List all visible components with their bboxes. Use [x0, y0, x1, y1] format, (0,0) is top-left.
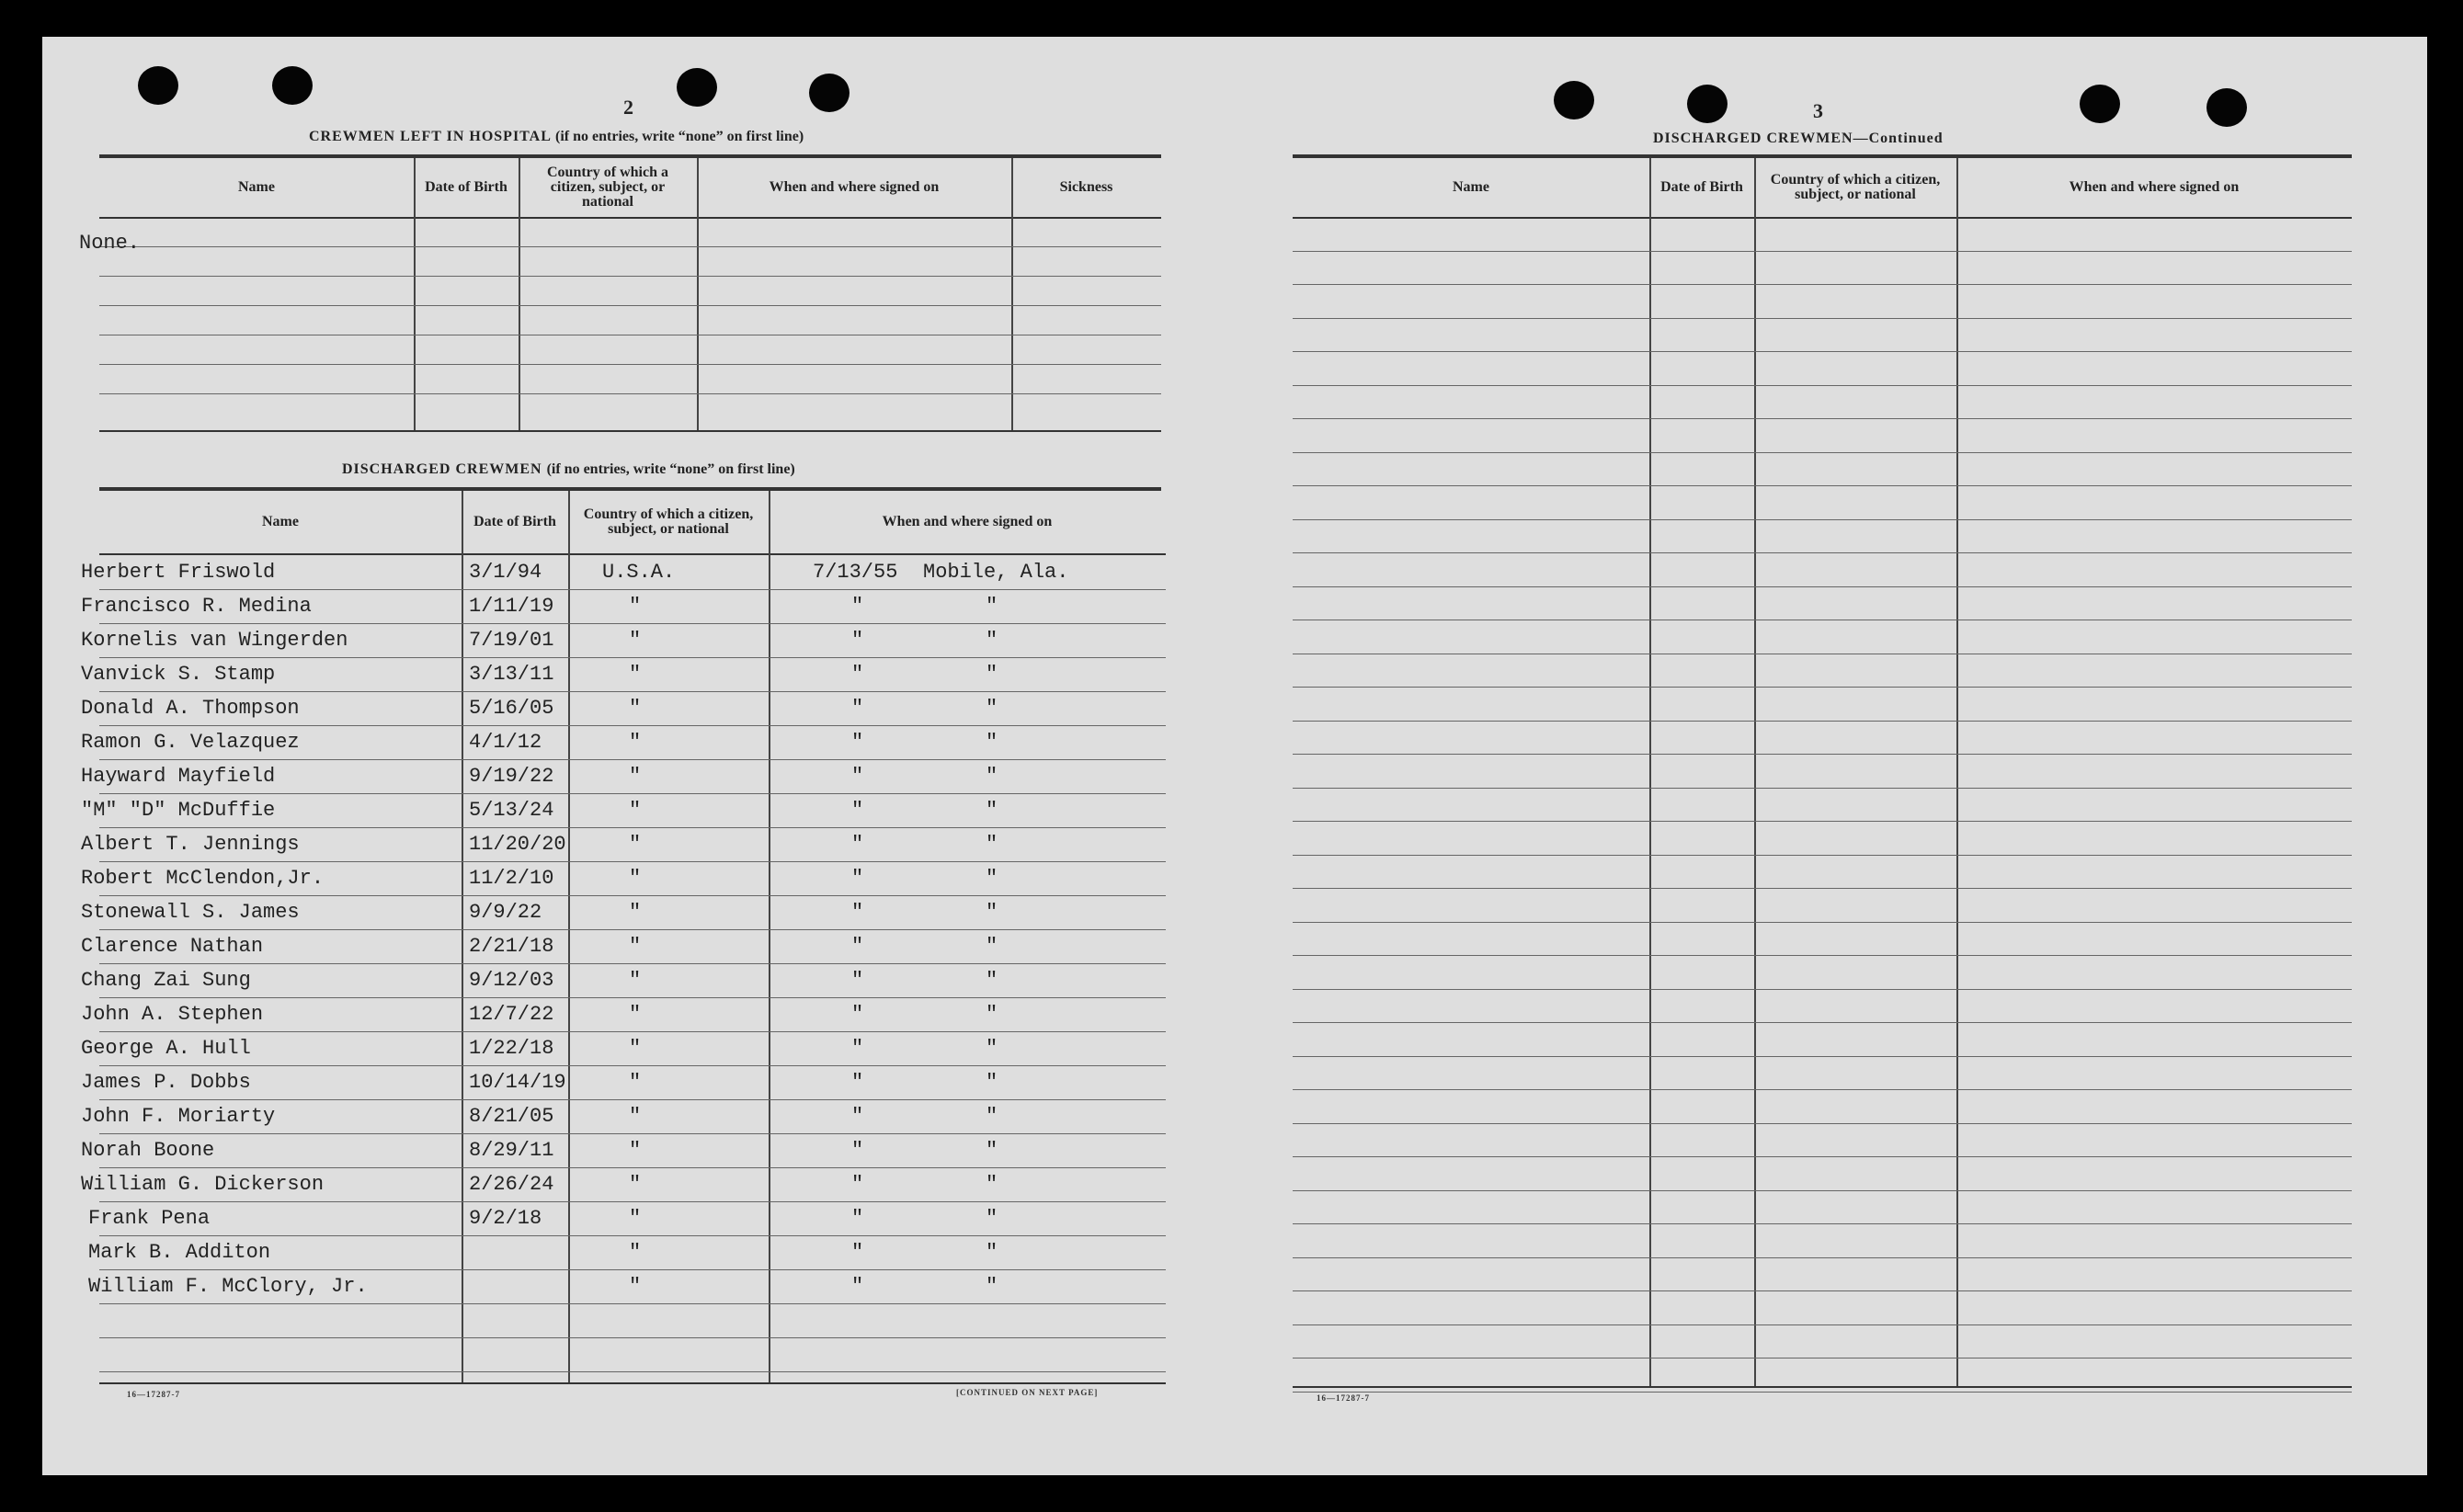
crewman-country: ": [629, 1037, 642, 1060]
crewman-date-signed: ": [851, 1173, 864, 1196]
column-divider: [1956, 158, 1958, 1386]
crewman-name: Frank Pena: [88, 1207, 211, 1230]
crewman-country: ": [629, 1241, 642, 1264]
crewman-country: ": [629, 935, 642, 958]
crewman-name: Kornelis van Wingerden: [81, 629, 348, 652]
crewman-place-signed: ": [986, 595, 998, 618]
punch-hole: [2080, 85, 2120, 123]
crewman-country: ": [629, 867, 642, 890]
crewman-place-signed: ": [986, 663, 998, 686]
document-sheet: [42, 37, 2427, 1475]
table-bottom-rule: [99, 1382, 1166, 1384]
row-line: [99, 1133, 1166, 1134]
row-line: [1293, 1290, 2352, 1291]
crewman-dob: 11/20/20: [469, 833, 566, 856]
crewman-dob: 1/22/18: [469, 1037, 554, 1060]
crewman-name: Mark B. Additon: [88, 1241, 271, 1264]
crewman-place-signed: ": [986, 901, 998, 924]
crewman-country: ": [629, 1105, 642, 1128]
crewman-name: Herbert Friswold: [81, 561, 276, 584]
crewman-dob: 1/11/19: [469, 595, 554, 618]
row-line: [1293, 955, 2352, 956]
crewman-country: ": [629, 731, 642, 754]
crewman-dob: 8/29/11: [469, 1139, 554, 1162]
crewman-place-signed: ": [986, 867, 998, 890]
row-line: [1293, 754, 2352, 755]
hospital-section-title: CREWMEN LEFT IN HOSPITAL (if no entries, write “none” on first line): [309, 129, 804, 144]
crewman-date-signed: ": [851, 731, 864, 754]
punch-hole: [809, 74, 850, 112]
row-line: [99, 305, 1161, 306]
row-line: [99, 1371, 1166, 1372]
row-line: [99, 1337, 1166, 1338]
form-number-right: 16—17287-7: [1317, 1393, 1370, 1403]
row-line: [99, 393, 1161, 394]
row-line: [1293, 1392, 2352, 1393]
crewman-country: ": [629, 1173, 642, 1196]
crewman-country: ": [629, 1207, 642, 1230]
column-header: Country of which a citizen, subject, or national: [1770, 172, 1941, 202]
crewman-date-signed: ": [851, 1003, 864, 1026]
crewman-date-signed: ": [851, 595, 864, 618]
row-line: [1293, 1257, 2352, 1258]
column-header: Date of Birth: [1660, 179, 1743, 195]
crewman-place-signed: ": [986, 935, 998, 958]
crewman-place-signed: Mobile, Ala.: [923, 561, 1069, 584]
crewman-date-signed: ": [851, 1105, 864, 1128]
row-line: [99, 759, 1166, 760]
row-line: [1293, 922, 2352, 923]
crewman-country: ": [629, 1275, 642, 1298]
crewman-place-signed: ": [986, 1003, 998, 1026]
row-line: [99, 1201, 1166, 1202]
row-line: [99, 657, 1166, 658]
row-line: [99, 364, 1161, 365]
crewman-name: Norah Boone: [81, 1139, 215, 1162]
row-line: [1293, 452, 2352, 453]
crewman-name: Albert T. Jennings: [81, 833, 300, 856]
row-line: [99, 1235, 1166, 1236]
row-line: [1293, 284, 2352, 285]
column-divider: [462, 491, 463, 1382]
column-divider: [568, 491, 570, 1382]
crewman-dob: 3/13/11: [469, 663, 554, 686]
crewman-date-signed: ": [851, 629, 864, 652]
crewman-country: U.S.A.: [602, 561, 676, 584]
column-header: When and where signed on: [2069, 179, 2240, 195]
row-line: [1293, 888, 2352, 889]
crewman-name: William F. McClory, Jr.: [88, 1275, 368, 1298]
row-line: [99, 1099, 1166, 1100]
crewman-dob: 4/1/12: [469, 731, 542, 754]
row-line: [1293, 586, 2352, 587]
crewman-dob: 9/2/18: [469, 1207, 542, 1230]
crewman-date-signed: ": [851, 663, 864, 686]
column-header: Sickness: [1059, 179, 1113, 195]
row-line: [99, 861, 1166, 862]
column-divider: [1754, 158, 1756, 1386]
header-rule: [1293, 217, 2352, 219]
row-line: [99, 827, 1166, 828]
crewman-country: ": [629, 1071, 642, 1094]
discharged-section-title: DISCHARGED CREWMEN (if no entries, write “none” on first line): [342, 461, 795, 477]
crewman-date-signed: ": [851, 765, 864, 788]
column-header: Name: [262, 514, 299, 529]
row-line: [99, 793, 1166, 794]
crewman-name: John A. Stephen: [81, 1003, 264, 1026]
row-line: [99, 691, 1166, 692]
row-line: [99, 895, 1166, 896]
crewman-country: ": [629, 595, 642, 618]
crewman-dob: 9/19/22: [469, 765, 554, 788]
column-header: Date of Birth: [425, 179, 507, 195]
header-rule: [99, 553, 1166, 555]
punch-hole: [677, 68, 717, 107]
crewman-country: ": [629, 765, 642, 788]
column-divider: [769, 491, 770, 1382]
row-line: [1293, 418, 2352, 419]
crewman-country: ": [629, 629, 642, 652]
row-line: [99, 246, 1161, 247]
crewman-place-signed: ": [986, 799, 998, 822]
crewman-place-signed: ": [986, 969, 998, 992]
column-header: Name: [238, 179, 275, 195]
table-bottom-rule: [1293, 1386, 2352, 1388]
row-line: [99, 1031, 1166, 1032]
punch-hole: [1554, 81, 1594, 119]
crewman-dob: 5/16/05: [469, 697, 554, 720]
crewman-dob: 7/19/01: [469, 629, 554, 652]
row-line: [99, 589, 1166, 590]
page-number-right: 3: [1813, 99, 1823, 122]
row-line: [1293, 1089, 2352, 1090]
row-line: [1293, 1156, 2352, 1157]
punch-hole: [272, 66, 313, 105]
crewman-dob: 9/9/22: [469, 901, 542, 924]
row-line: [99, 725, 1166, 726]
crewman-date-signed: ": [851, 901, 864, 924]
column-header: When and where signed on: [769, 179, 940, 195]
punch-hole: [2206, 88, 2247, 127]
crewman-date-signed: ": [851, 1207, 864, 1230]
crewman-name: James P. Dobbs: [81, 1071, 251, 1094]
crewman-dob: 11/2/10: [469, 867, 554, 890]
row-line: [99, 1303, 1166, 1304]
column-header: Country of which a citizen, subject, or national: [546, 165, 668, 210]
crewman-dob: 5/13/24: [469, 799, 554, 822]
row-line: [1293, 251, 2352, 252]
crewman-place-signed: ": [986, 1173, 998, 1196]
crewman-place-signed: ": [986, 833, 998, 856]
table-bottom-rule: [99, 430, 1161, 432]
row-line: [1293, 989, 2352, 990]
page-number-left: 2: [623, 96, 633, 119]
row-line: [1293, 1223, 2352, 1224]
row-line: [99, 623, 1166, 624]
crewman-place-signed: ": [986, 765, 998, 788]
crewman-place-signed: ": [986, 1139, 998, 1162]
row-line: [1293, 485, 2352, 486]
crewman-date-signed: ": [851, 833, 864, 856]
row-line: [1293, 1358, 2352, 1359]
continued-section-title: DISCHARGED CREWMEN—Continued: [1653, 131, 1944, 146]
crewman-name: Hayward Mayfield: [81, 765, 276, 788]
row-line: [1293, 687, 2352, 688]
row-line: [99, 1065, 1166, 1066]
crewman-name: Clarence Nathan: [81, 935, 264, 958]
crewman-dob: 9/12/03: [469, 969, 554, 992]
crewman-name: Chang Zai Sung: [81, 969, 251, 992]
crewman-date-signed: ": [851, 1139, 864, 1162]
row-line: [1293, 552, 2352, 553]
column-header: Country of which a citizen, subject, or national: [583, 506, 754, 537]
column-header: When and where signed on: [882, 514, 1053, 529]
crewman-country: ": [629, 901, 642, 924]
crewman-name: Francisco R. Medina: [81, 595, 312, 618]
crewman-dob: 2/21/18: [469, 935, 554, 958]
crewman-name: Stonewall S. James: [81, 901, 300, 924]
row-line: [99, 1269, 1166, 1270]
row-line: [1293, 351, 2352, 352]
crewman-name: George A. Hull: [81, 1037, 251, 1060]
crewman-dob: 3/1/94: [469, 561, 542, 584]
crewman-name: William G. Dickerson: [81, 1173, 325, 1196]
crewman-country: ": [629, 1003, 642, 1026]
crewman-date-signed: ": [851, 935, 864, 958]
crewman-place-signed: ": [986, 697, 998, 720]
crewman-date-signed: ": [851, 969, 864, 992]
crewman-country: ": [629, 697, 642, 720]
continued-note: [CONTINUED ON NEXT PAGE]: [956, 1388, 1099, 1397]
crewman-country: ": [629, 969, 642, 992]
row-line: [1293, 1324, 2352, 1325]
crewman-name: "M" "D" McDuffie: [81, 799, 276, 822]
punch-hole: [1687, 85, 1728, 123]
crewman-place-signed: ": [986, 1037, 998, 1060]
form-number-left: 16—17287-7: [127, 1390, 180, 1399]
crewman-name: Vanvick S. Stamp: [81, 663, 276, 686]
crewman-name: Donald A. Thompson: [81, 697, 300, 720]
row-line: [1293, 1056, 2352, 1057]
row-line: [1293, 1190, 2352, 1191]
row-line: [99, 963, 1166, 964]
row-line: [99, 276, 1161, 277]
crewman-place-signed: ": [986, 1241, 998, 1264]
row-line: [1293, 721, 2352, 722]
crewman-dob: 12/7/22: [469, 1003, 554, 1026]
crewman-dob: 10/14/19: [469, 1071, 566, 1094]
crewman-date-signed: ": [851, 697, 864, 720]
column-header: Name: [1453, 179, 1489, 195]
crewman-date-signed: ": [851, 1071, 864, 1094]
crewman-place-signed: ": [986, 731, 998, 754]
column-divider: [1649, 158, 1651, 1386]
crewman-place-signed: ": [986, 1207, 998, 1230]
crewman-country: ": [629, 663, 642, 686]
row-line: [1293, 1123, 2352, 1124]
punch-hole: [138, 66, 178, 105]
crewman-dob: 8/21/05: [469, 1105, 554, 1128]
crewman-name: Robert McClendon,Jr.: [81, 867, 325, 890]
row-line: [1293, 519, 2352, 520]
crewman-name: John F. Moriarty: [81, 1105, 276, 1128]
row-line: [1293, 1022, 2352, 1023]
crewman-country: ": [629, 833, 642, 856]
header-rule: [99, 217, 1161, 219]
column-header: Date of Birth: [473, 514, 556, 529]
hospital-entry: None.: [79, 232, 141, 255]
crewman-date-signed: ": [851, 1037, 864, 1060]
crewman-place-signed: ": [986, 629, 998, 652]
row-line: [99, 1167, 1166, 1168]
crewman-date-signed: ": [851, 1275, 864, 1298]
crewman-dob: 2/26/24: [469, 1173, 554, 1196]
crewman-date-signed: ": [851, 799, 864, 822]
row-line: [99, 997, 1166, 998]
crewman-country: ": [629, 799, 642, 822]
crewman-date-signed: ": [851, 867, 864, 890]
row-line: [99, 929, 1166, 930]
crewman-place-signed: ": [986, 1071, 998, 1094]
crewman-place-signed: ": [986, 1105, 998, 1128]
row-line: [1293, 821, 2352, 822]
crewman-date-signed: 7/13/55: [813, 561, 898, 584]
row-line: [1293, 385, 2352, 386]
row-line: [1293, 788, 2352, 789]
crewman-country: ": [629, 1139, 642, 1162]
crewman-place-signed: ": [986, 1275, 998, 1298]
row-line: [1293, 855, 2352, 856]
crewman-date-signed: ": [851, 1241, 864, 1264]
crewman-name: Ramon G. Velazquez: [81, 731, 300, 754]
row-line: [1293, 318, 2352, 319]
